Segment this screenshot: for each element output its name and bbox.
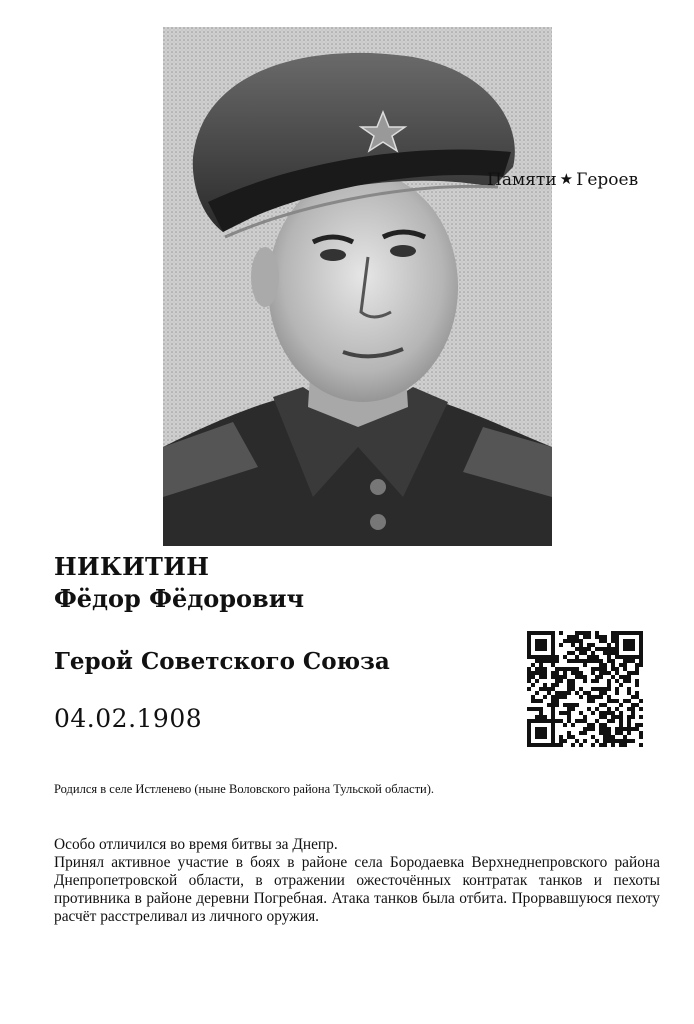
birth-date: 04.02.1908 (54, 704, 203, 733)
star-icon: ★ (559, 170, 574, 188)
brand-logo (487, 170, 638, 190)
birthplace-text: Родился в селе Истленево (ныне Воловского района Тульской области). (54, 782, 435, 796)
biography-body: Принял активное участие в боях в районе села Бородаевка Верхнеднепровского района Днепропетровской области, в отражении ожесточённых контратак танков и пехоты противника в районе деревни Погребная. Атака танков была отбита. Прорвавшуюся пехоту расчёт расстреливал из личного оружия. (54, 854, 660, 925)
qr-code-icon[interactable] (527, 631, 643, 747)
biography-lead: Особо отличился во время битвы за Днепр. (54, 836, 338, 853)
brand-word-left: Памяти (487, 170, 557, 190)
portrait-photo (163, 27, 552, 546)
hero-given-names: Фёдор Фёдорович (54, 584, 305, 613)
hero-surname: НИКИТИН (54, 552, 210, 581)
hero-title: Герой Советского Союза (54, 648, 390, 675)
biography (54, 836, 660, 926)
brand-word-right: Героев (576, 170, 639, 190)
